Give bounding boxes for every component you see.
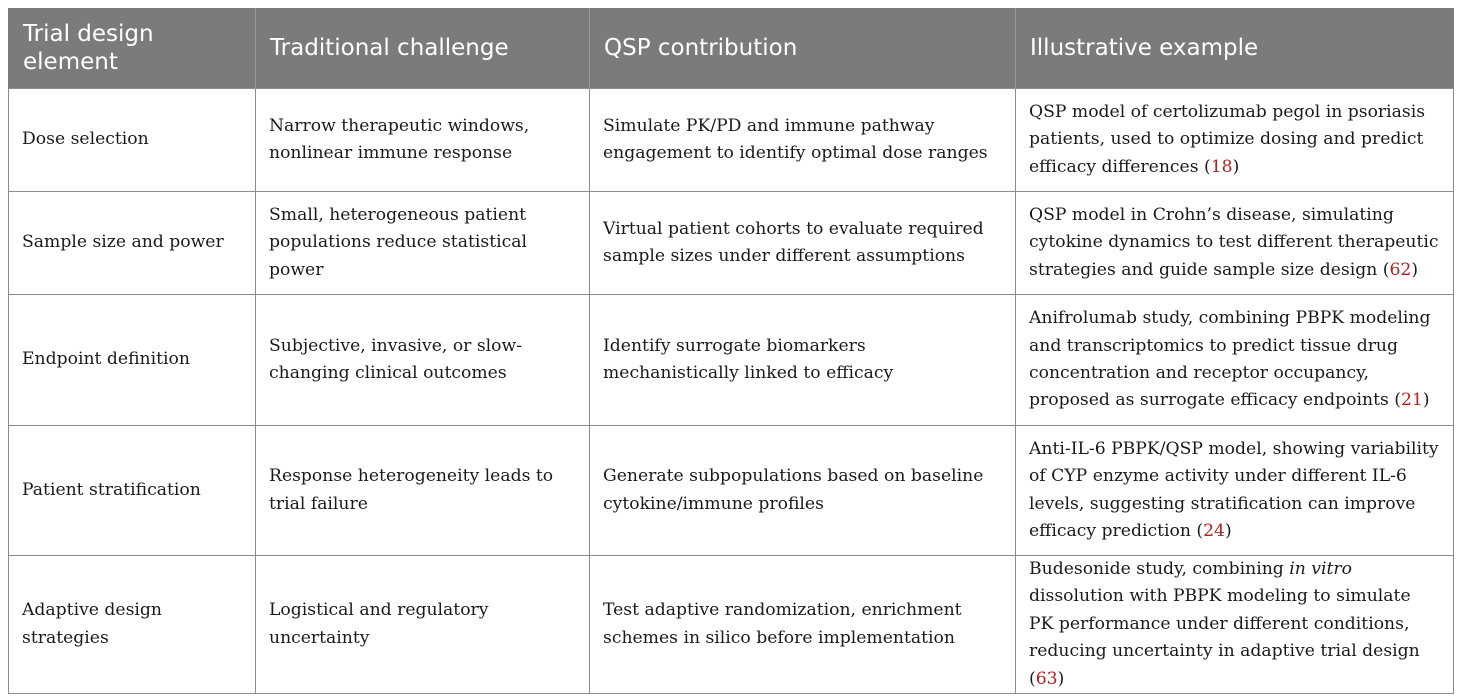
table-row [9,426,1454,556]
qsp-trial-design-table [8,8,1454,694]
header-traditional-challenge: Traditional challenge [256,8,590,89]
example-text: Anifrolumab study, combining PBPK modeling and transcriptomics to predict tissue drug concentration and receptor occupancy, proposed as surrogate efficacy endpoints ( [1029,308,1431,411]
table-row [9,556,1454,694]
example-text: Budesonide study, combining [1029,559,1290,579]
table-container [8,8,1453,694]
example-text-end: ) [1232,156,1240,177]
example-text: QSP model in Crohn’s disease, simulating cytokine dynamics to test different therapeutic strategies and guide sample size design ( [1029,204,1439,280]
example-text-end: ) [1057,668,1065,689]
header-qsp-contribution: QSP contribution [590,8,1016,89]
cell-element: Adaptive design strategies [9,556,256,694]
example-text-end: ) [1224,520,1232,541]
example-text: QSP model of certolizumab pegol in psoriasis patients, used to optimize dosing and predict efficacy differences ( [1029,101,1426,177]
cell-example [1016,192,1454,295]
cell-contribution: Generate subpopulations based on baseline cytokine/immune profiles [590,426,1016,556]
cell-example [1016,295,1454,426]
reference-link[interactable]: 63 [1035,668,1058,689]
example-text: Anti-IL-6 PBPK/QSP model, showing variability of CYP enzyme activity under different IL-6 levels, suggesting stratification can improve efficacy prediction ( [1029,438,1439,541]
cell-challenge: Small, heterogeneous patient populations reduce statistical power [256,192,590,295]
table-row [9,295,1454,426]
table-row [9,89,1454,192]
example-text-cont: dissolution with PBPK modeling to simulate PK performance under different conditions, reducing uncertainty in adaptive trial design ( [1029,586,1420,689]
reference-link[interactable]: 18 [1210,156,1233,177]
table-row [9,192,1454,295]
cell-contribution: Virtual patient cohorts to evaluate required sample sizes under different assumptions [590,192,1016,295]
header-row [9,8,1454,89]
cell-challenge: Narrow therapeutic windows, nonlinear immune response [256,89,590,192]
cell-example [1016,556,1454,694]
cell-challenge: Logistical and regulatory uncertainty [256,556,590,694]
example-text-end: ) [1422,390,1430,411]
reference-link[interactable]: 24 [1203,520,1225,541]
reference-link[interactable]: 21 [1400,390,1423,411]
cell-challenge: Subjective, invasive, or slow-changing clinical outcomes [256,295,590,426]
cell-challenge: Response heterogeneity leads to trial failure [256,426,590,556]
header-illustrative-example: Illustrative example [1016,8,1454,89]
cell-contribution: Simulate PK/PD and immune pathway engagement to identify optimal dose ranges [590,89,1016,192]
cell-element: Dose selection [9,89,256,192]
cell-element: Sample size and power [9,192,256,295]
cell-element: Patient stratification [9,426,256,556]
cell-contribution: Identify surrogate biomarkers mechanistically linked to efficacy [590,295,1016,426]
example-italic-text: in vitro [1289,559,1352,579]
reference-link[interactable]: 62 [1389,259,1412,280]
cell-example [1016,426,1454,556]
example-text-end: ) [1411,259,1419,280]
cell-contribution: Test adaptive randomization, enrichment schemes in silico before implementation [590,556,1016,694]
cell-example [1016,89,1454,192]
header-trial-design-element: Trial design element [9,8,256,89]
cell-element: Endpoint definition [9,295,256,426]
